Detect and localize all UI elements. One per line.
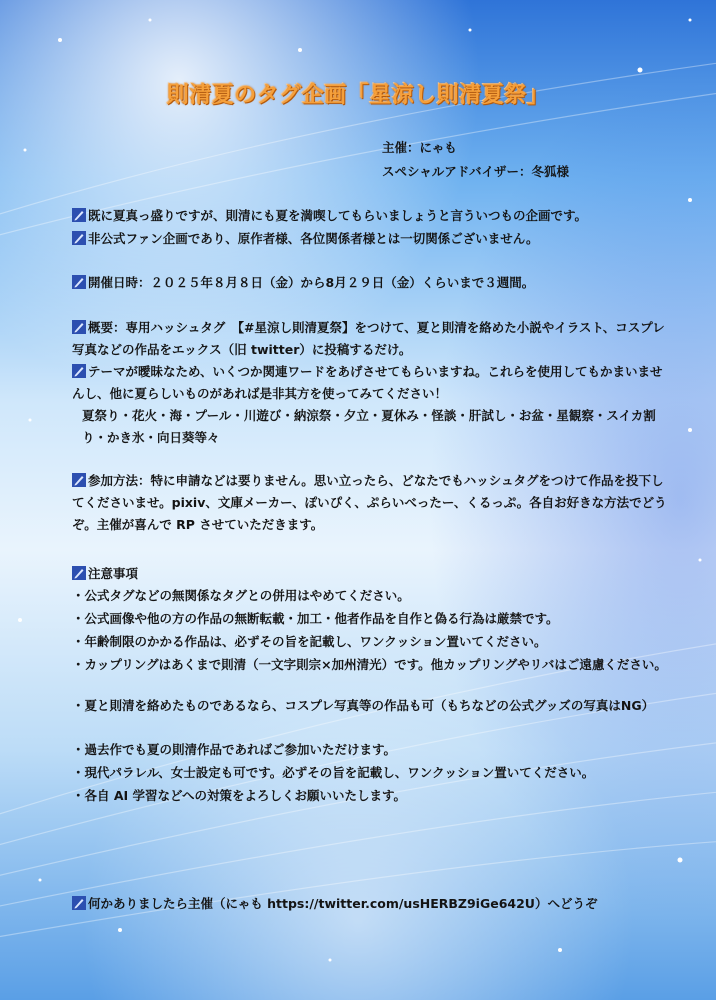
special-advisor: スペシャルアドバイザー：冬狐様 [382,164,570,179]
pen-icon [72,895,86,909]
intro-line-2: 非公式ファン企画であり、原作者様、各位関係者様とは一切関係ございません。 [72,228,672,250]
event-dates: 開催日時：２０２５年８月８日（金）から8月２９日（金）くらいまで３週間。 [72,272,672,294]
theme: テーマが曖昧なため、いくつか関連ワードをあげさせてもらいますね。これらを使用してもかまいませんし、他に夏らしいものがあれば是非其方を使ってみてください！ [72,364,663,401]
note-item: ・公式画像や他の方の作品の無断転載・加工・他者作品を自作と偽る行為は厳禁です。 [72,611,559,626]
note-item: ・各自 AI 学習などへの対策をよろしくお願いいたします。 [72,788,407,803]
pen-icon [72,565,86,579]
pen-icon [72,230,86,244]
intro-line-1: 既に夏真っ盛りですが、則清にも夏を満喫してもらいましょうと言ういつもの企画です。 [72,205,672,227]
pen-icon [72,363,86,377]
pen-icon [72,274,86,288]
note-item: ・過去作でも夏の則清作品であればご参加いただけます。 [72,742,397,757]
note-item: ・現代パラレル、女士設定も可です。必ずその旨を記載し、ワンクッション置いてください。 [72,765,595,780]
keywords: 夏祭り・花火・海・プール・川遊び・納涼祭・夕立・夏休み・怪談・肝試し・お盆・星観察・スイカ割り・かき氷・向日葵等々 [82,408,656,445]
pen-icon [72,207,86,221]
pen-icon [72,472,86,486]
note-item: ・年齢制限のかかる作品は、必ずその旨を記載し、ワンクッション置いてください。 [72,634,547,649]
note-item: ・公式タグなどの無関係なタグとの併用はやめてください。 [72,588,410,603]
pen-icon [72,319,86,333]
participation: 参加方法：特に申請などは要りません。思い立ったら、どなたでもハッシュタグをつけて作品を投下してくださいませ。pixiv、文庫メーカー、ぽいぴく、ぷらいべったー、くるっぷ。各自お好きな方法でどうぞ。主催が喜んで RP させていただきます。 [72,473,667,532]
overview: 概要：専用ハッシュタグ 【#星涼し則清夏祭】をつけて、夏と則清を絡めた小説やイラスト、コスプレ写真などの作品をエックス（旧 twitter）に投稿するだけ。 [72,320,665,357]
notes-heading: 注意事項 [72,563,672,585]
note-item: ・夏と則清を絡めたものであるなら、コスプレ写真等の作品も可（もちなどの公式グッズの写真はNG） [72,698,655,713]
organizer: 主催：にゃも [382,140,457,155]
contact-line: 何かありましたら主催（にゃも https://twitter.com/usHERBZ9iGe642U）へどうぞ [72,893,672,915]
page-title: 則清夏のタグ企画「星涼し則清夏祭」 [166,83,550,108]
note-item: ・カップリングはあくまで則清（一文字則宗×加州清光）です。他カップリングやリバはご遠慮ください。 [72,657,667,672]
